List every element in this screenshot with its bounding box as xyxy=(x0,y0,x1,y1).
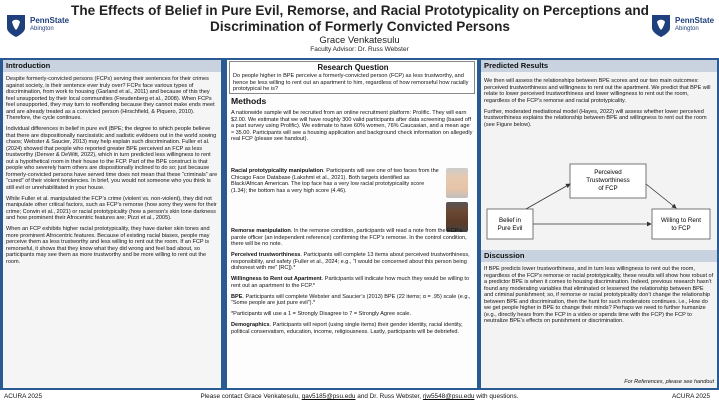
research-question-text: Do people higher in BPE perceive a formerly-convicted person (FCP) as less trustworthy, and hence be less willing to rent out an apartment to him, regardless of how remorseful how racially prototypical he is? xyxy=(233,73,469,93)
introduction-heading: Introduction xyxy=(3,60,221,72)
low-prototypicality-face-photo xyxy=(446,168,468,198)
predicted-results-heading: Predicted Results xyxy=(481,60,717,72)
trust-text: . Participants will complete 13 items about perceived trustworthiness, responsibility, and safety (Fuller et al., 2024; e.g., “I would be concerned about this person being dishonest with me” [RC]).* xyxy=(231,252,470,271)
mediation-model-diagram xyxy=(486,160,714,246)
research-question-heading: Research Question xyxy=(317,63,389,72)
demographics-text: . Participants will report (using single items) their gender identity, racial identity, political conservatism, education, income, religiousness. Lastly, participants will be debriefed. xyxy=(231,322,463,335)
racial-manipulation xyxy=(231,168,439,199)
poster-footer xyxy=(0,392,719,404)
intro-paragraph-3: While Fuller et al. manipulated the FCP’s crime (violent vs. non-violent), they did not manipulate other critical factors, such as FCP’s remorse (how sorry they were for their crime; Corwin et al., 2021) or racial prototypicality (how a person’s skin tone darkness and how prominent their Afrocentric features are; Pizzi et al., 2005). xyxy=(6,195,217,221)
lion-shield-icon xyxy=(651,14,671,38)
pennstate-abington-logo-right xyxy=(651,12,713,40)
demographics-label: Demographics xyxy=(231,322,270,328)
methods-measures xyxy=(231,228,473,340)
footer-contact xyxy=(0,393,719,400)
intro-paragraph-2: Individual differences in belief in pure evil (BPE; the degree to which people believe that there are dispositionally narcissistic and sadistic evildoers out in the world sowing chaos; Webster & Saucier, 2013) may help explain such discrimination. Fuller et al. (2024) showed that people who reported greater BPE perceived an FCP as less trustworthy (Denver & DeWitt, 2022), which in turn predicted less willingness to rent out a hypothetical room in their house to the FCP. Part of the BPE construct is that people who severely harm others are dispositionally inclined to do so; just because formerly-convicted persons have served time does not mean that these “criminals” are “cured” of their violent tendencies. In brief, you would not someone who you think is still evil or unrehabilitated in your house. xyxy=(6,126,218,191)
trust-label: Perceived trustworthiness xyxy=(231,252,301,258)
logo-line2: Abington xyxy=(30,26,54,32)
mediator-label: Perceived Trustworthiness of FCP xyxy=(586,169,630,192)
remorse-label: Remorse manipulation xyxy=(231,228,291,234)
racial-manipulation-text: . Participants will see one of two faces from the Chicago Face Database (Lakshmi et al., 2021). Both targets identified as Black/African American. The top face has a very low racial prototypicality score (1.34); the bottom has a very high score (4.46). xyxy=(231,168,439,194)
intro-paragraph-1: Despite formerly-convicted persons (FCPs) serving their sentences for their crimes against society, is their sentence ever truly over? FCPs face various types of discrimination, from work to housing (Garland et al., 2011) and because of this they feel unsupported by their local communities (Freudenberg et al., 2008). When FCPs feel unsupported, they may turn to reoffending because they cannot make ends meet and are already treated as a convicted person (Hirschfield, & Piquero, 2010). Therefore, the cycle continues. xyxy=(6,76,215,121)
discussion-text: If BPE predicts lower trustworthiness, and in turn less willingness to rent out the room, regardless of the FCP’s remorse or racial prototypicality, these results will show how robust of a predictor BPE is when it comes to housing discrimination. Indeed, previous research hasn’t found any moderating variables that eliminated or lessened the relationship between BPE and criminal punishment; so, if remorse or racial prototypicality don’t change the relationship between BPE and discrimination, then the hunt for such moderators continues. i.e., How do we get people higher in BPE to change their minds? Perhaps we need to further humanize (e.g., directly hears from the FCP in a video or spends time with the FCP) the FCP to neutralize BPE’s effects on punishment or discrimination. xyxy=(484,266,714,324)
rent-label: Willingness to Rent out Apartment xyxy=(231,276,322,282)
predicted-results-p1: We then will assess the relationships between BPE scores and our two main outcomes: perceived trustworthiness and willingness to rent out the apartment. We predict that BPE will relate to lower perceived trustworthiness and lower willingness to rent out the room, regardless of the FCP’s remorse and racial prototypicality. xyxy=(484,78,711,104)
introduction-body xyxy=(6,76,218,270)
footer-right-label: ACURA 2025 xyxy=(672,393,711,400)
author-name: Grace Venkatesulu xyxy=(319,35,400,46)
bpe-text: . Participants will complete Webster and Saucier’s (2013) BPE (22 items; α = .95) scale (e.g., “Some people are just pure evil”).* xyxy=(231,293,471,306)
bpe-label: BPE xyxy=(231,293,243,300)
predicted-results-body xyxy=(484,78,714,133)
intro-paragraph-4: When an FCP exhibits higher racial prototypicality, they have darker skin tones and more prominent Afrocentric features. Because of existing racial biases, people may perceive them as less trustworthy and less willing to rent out the room. If an FCP is remorseful, it shows that they know what they did wrong and feel bad about, so participants may see them as more trustworthy and be more willing to rent out the room. xyxy=(6,226,210,265)
discussion-heading: Discussion xyxy=(481,250,717,262)
research-question-box xyxy=(229,61,475,94)
outcome-box xyxy=(652,209,710,239)
methods-intro xyxy=(231,110,473,147)
rent-text: . Participants will indicate how much they would be willing to rent out an apartment to the FCP.* xyxy=(231,276,470,289)
poster-title: The Effects of Belief in Pure Evil, Remorse, and Racial Prototypicality on Perceptions and Discrimination of Formerly Convicted Persons xyxy=(71,3,649,34)
predicted-results-p2: Further, moderated mediational model (Hayes, 2022) will assess whether lower perceived trustworthiness explains the relationship between BPE and willingness to rent out the room (see Figure below). xyxy=(484,108,707,128)
footer-contact-mid: and Dr. Russ Webster, xyxy=(355,393,423,400)
logo-line1: PennState xyxy=(30,16,70,25)
references-note: For References, please see handout xyxy=(624,379,714,385)
email-link-webster[interactable]: rjw5548@psu.edu xyxy=(422,393,475,400)
outcome-label: Willing to Rent to FCP xyxy=(661,217,701,232)
racial-manipulation-label: Racial prototypicality manipulation xyxy=(231,168,324,174)
methods-intro-text: A nationwide sample will be recruited from an online recruitment platform: Prolific. They will earn $2.00. We estimate that we will have roughly 300 valid participants after data screening (based off a past survey using Prolific). We estimate to have 60% women, 76% Caucasian, and a mean age ≈ 35.00. Participants will see a housing application and background check information on allegedly real FCP (please see handout). xyxy=(231,110,473,142)
remorse-text: . In the remorse condition, participants will read a note from the FCP’s parole officer (an independent reference) confirming the FCP’s remorse. In the control condition, there will be no note. xyxy=(231,228,467,247)
predictor-box xyxy=(487,209,533,239)
footer-contact-prefix: Please contact Grace Venkatesulu, xyxy=(200,393,302,400)
footer-contact-suffix: with questions. xyxy=(474,393,519,400)
predictor-label: Belief in Pure Evil xyxy=(497,217,523,232)
faculty-advisor: Faculty Advisor: Dr. Russ Webster xyxy=(310,46,409,53)
footer-left-label: ACURA 2025 xyxy=(4,393,43,400)
path-b-arrow xyxy=(646,184,676,208)
scale-note: *Participants will use a 1 = Strongly Disagree to 7 = Strongly Agree scale. xyxy=(231,311,412,317)
logo-line2: Abington xyxy=(675,26,699,32)
methods-heading: Methods xyxy=(231,96,267,106)
logo-line1: PennState xyxy=(675,16,715,25)
discussion-body xyxy=(484,266,714,329)
poster-header xyxy=(0,0,719,56)
email-link-grace[interactable]: gav5185@psu.edu xyxy=(301,393,356,400)
path-a-arrow xyxy=(526,184,570,209)
